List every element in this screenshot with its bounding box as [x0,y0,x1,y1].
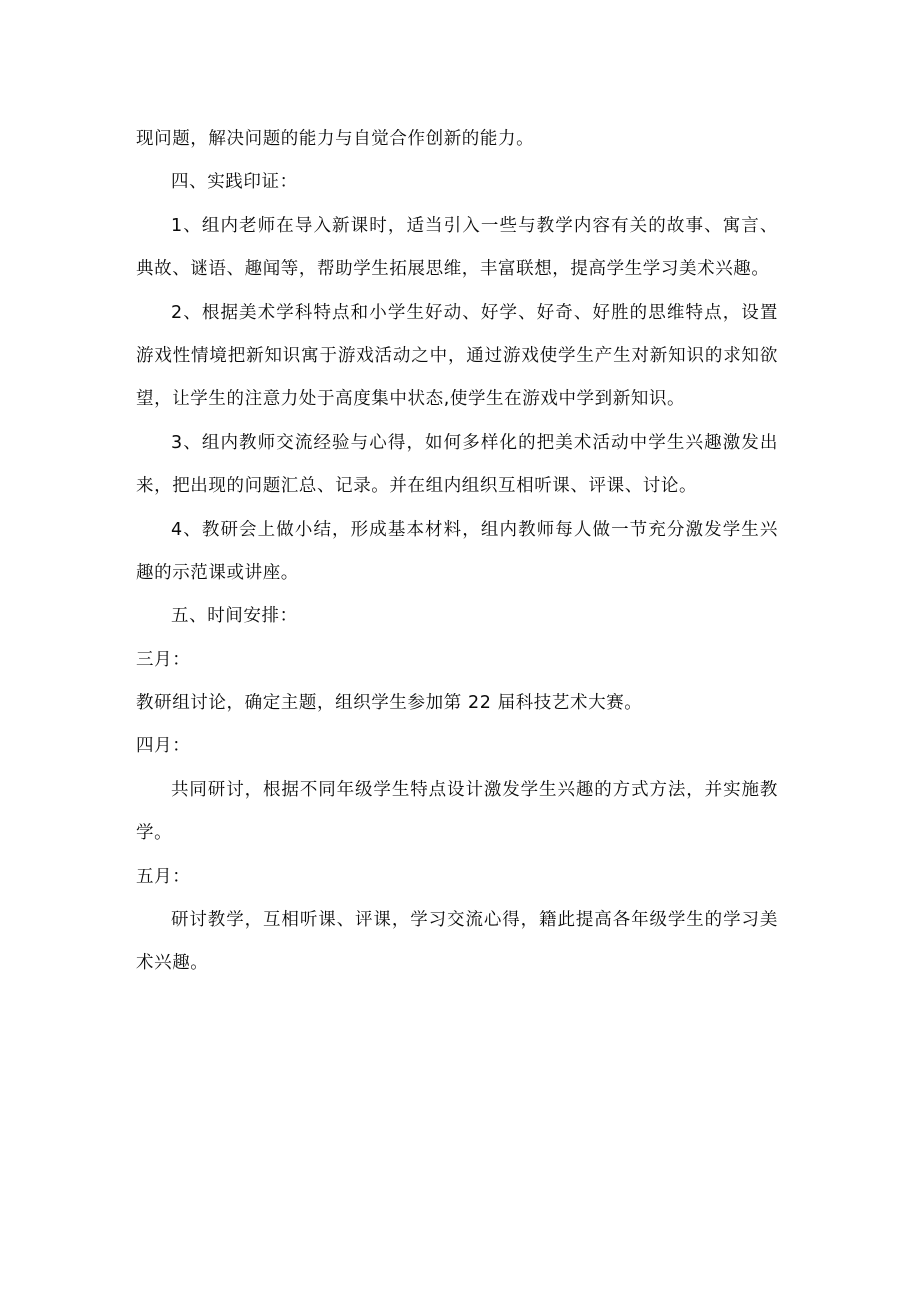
document-body [136,118,778,986]
paragraph: 教研组讨论，确定主题，组织学生参加第 22 届科技艺术大赛。 [136,693,643,714]
paragraph: 3、组内教师交流经验与心得，如何多样化的把美术活动中学生兴趣激发出来，把出现的问题汇总、记录。并在组内组织互相听课、评课、讨论。 [136,432,778,497]
paragraph: 现问题，解决问题的能力与自觉合作创新的能力。 [136,129,535,149]
paragraph: 4、教研会上做小结，形成基本材料，组内教师每人做一节充分激发学生兴趣的示范课或讲座。 [136,519,778,583]
paragraph: 三月： [136,649,191,670]
paragraph: 五月： [136,866,191,887]
paragraph: 四、实践印证： [171,172,298,193]
paragraph: 2、根据美术学科特点和小学生好动、好学、好奇、好胜的思维特点，设置游戏性情境把新知识寓于游戏活动之中，通过游戏使学生产生对新知识的求知欲望，让学生的注意力处于高度集中状态,使学生在游戏中学到新知识。 [136,302,778,410]
paragraph: 研讨教学，互相听课、评课，学习交流心得，籍此提高各年级学生的学习美术兴趣。 [136,910,778,974]
paragraph: 五、时间安排： [171,606,298,627]
paragraph: 共同研讨，根据不同年级学生特点设计激发学生兴趣的方式方法，并实施教学。 [136,779,778,844]
paragraph: 1、组内老师在导入新课时，适当引入一些与教学内容有关的故事、寓言、典故、谜语、趣闻等，帮助学生拓展思维，丰富联想，提高学生学习美术兴趣。 [136,215,778,280]
paragraph: 四月： [136,736,191,757]
